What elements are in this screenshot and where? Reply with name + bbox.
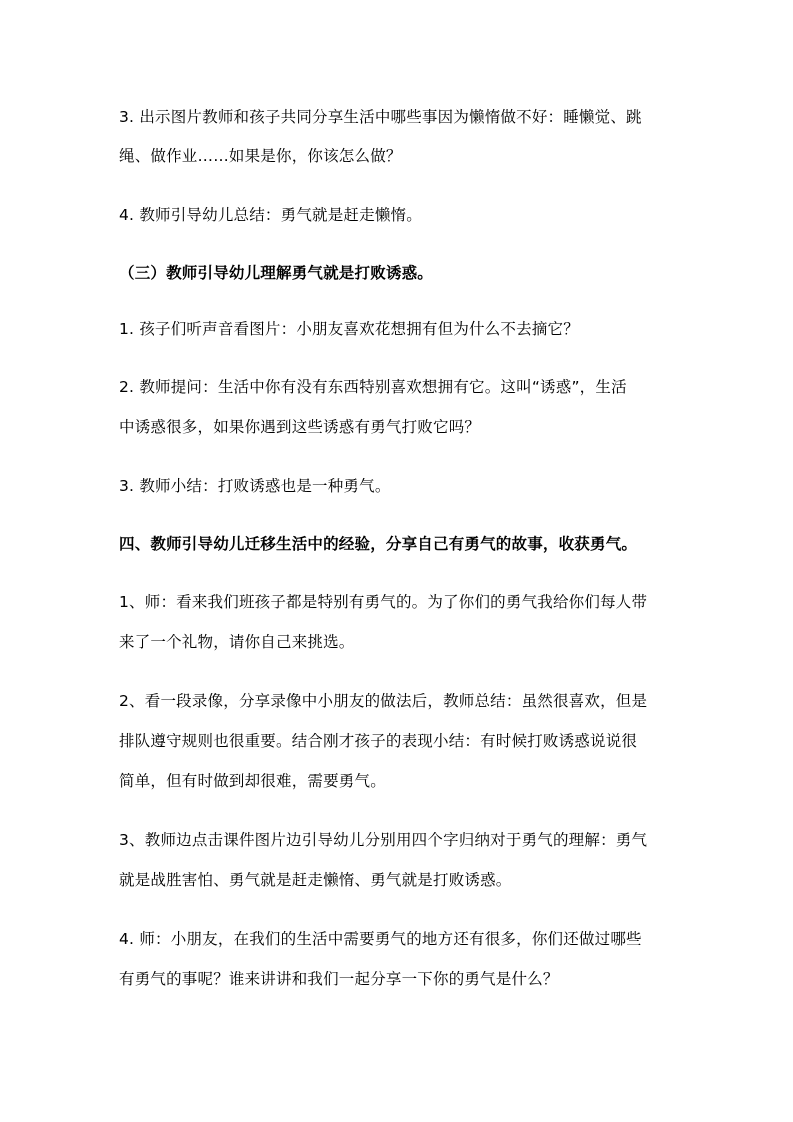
paragraph-3-courseware-line-2: 就是战胜害怕、勇气就是赶走懒惰、勇气就是打败诱惑。 [119, 871, 512, 889]
paragraph-4: 4. 教师引导幼儿总结：勇气就是赶走懒惰。 [119, 206, 422, 224]
paragraph-2-video-line-1: 2、看一段录像，分享录像中小朋友的做法后，教师总结：虽然很喜欢，但是 [119, 692, 648, 710]
paragraph-3-line-2: 绳、做作业……如果是你，你该怎么做？ [119, 147, 402, 165]
paragraph-1-teacher-line-2: 来了一个礼物，请你自己来挑选。 [119, 633, 355, 651]
paragraph-2-question-line-2: 中诱惑很多，如果你遇到这些诱惑有勇气打败它吗？ [119, 418, 481, 436]
paragraph-4-share-line-1: 4. 师：小朋友，在我们的生活中需要勇气的地方还有很多，你们还做过哪些 [119, 930, 642, 948]
paragraph-1-listen: 1. 孩子们听声音看图片：小朋友喜欢花想拥有但为什么不去摘它？ [119, 320, 579, 338]
paragraph-2-video-line-2: 排队遵守规则也很重要。结合刚才孩子的表现小结：有时候打败诱惑说说很 [119, 732, 638, 750]
section-heading-4: 四、教师引导幼儿迁移生活中的经验，分享自己有勇气的故事，收获勇气。 [119, 535, 638, 553]
paragraph-3-summary: 3. 教师小结：打败诱惑也是一种勇气。 [119, 477, 391, 495]
paragraph-2-question-line-1: 2. 教师提问：生活中你有没有东西特别喜欢想拥有它。这叫“诱惑”，生活 [119, 378, 627, 396]
paragraph-3-courseware-line-1: 3、教师边点击课件图片边引导幼儿分别用四个字归纳对于勇气的理解：勇气 [119, 831, 648, 849]
paragraph-4-share-line-2: 有勇气的事呢？谁来讲讲和我们一起分享一下你的勇气是什么？ [119, 970, 559, 988]
paragraph-1-teacher-line-1: 1、师：看来我们班孩子都是特别有勇气的。为了你们的勇气我给你们每人带 [119, 593, 648, 611]
paragraph-2-video-line-3: 简单，但有时做到却很难，需要勇气。 [119, 772, 386, 790]
section-heading-3: （三）教师引导幼儿理解勇气就是打败诱惑。 [119, 264, 434, 282]
paragraph-3-line-1: 3. 出示图片教师和孩子共同分享生活中哪些事因为懒惰做不好：睡懒觉、跳 [119, 108, 642, 126]
